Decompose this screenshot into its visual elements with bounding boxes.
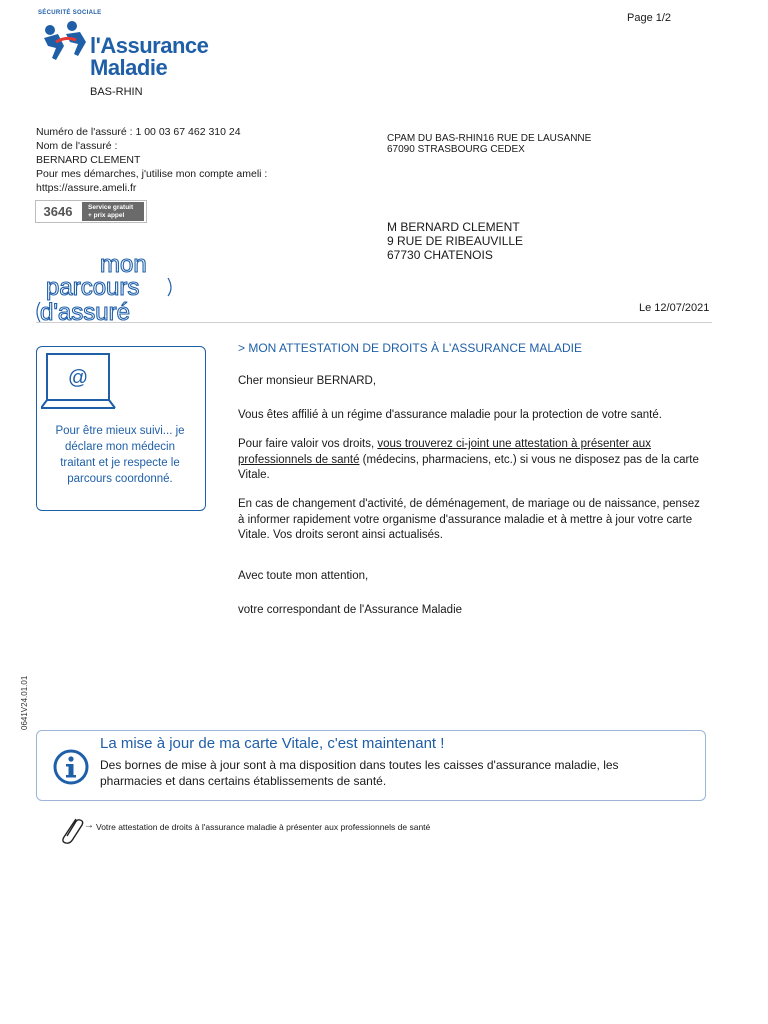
sidebox-text: Pour être mieux suivi... je déclare mon médecin traitant et je respecte le parcours coordonné. bbox=[55, 425, 185, 485]
letter-date: Le 12/07/2021 bbox=[639, 302, 710, 314]
insured-number: Numéro de l'assuré : 1 00 03 67 462 310 24 bbox=[36, 126, 241, 138]
attachment-text: Votre attestation de droits à l'assurance maladie à présenter aux professionnels de santé bbox=[96, 822, 431, 832]
logo-figures-icon bbox=[36, 16, 92, 66]
letter-subject: > MON ATTESTATION DE DROITS À L'ASSURANCE MALADIE bbox=[238, 341, 583, 355]
medecin-traitant-box bbox=[36, 346, 206, 511]
info-icon bbox=[53, 749, 89, 785]
info-title: La mise à jour de ma carte Vitale, c'est maintenant ! bbox=[100, 735, 445, 752]
header-divider bbox=[36, 322, 712, 323]
letter-closing: Avec toute mon attention, bbox=[238, 570, 369, 582]
phone-tag-line2: + prix appel bbox=[88, 212, 125, 219]
recipient-line1: M BERNARD CLEMENT bbox=[387, 220, 520, 234]
sender-line2: 67090 STRASBOURG CEDEX bbox=[387, 144, 525, 155]
p2-underlined: vous trouverez ci-joint une attestation à présenter aux professionnels de santé bbox=[238, 438, 651, 466]
region-label: BAS-RHIN bbox=[90, 86, 143, 98]
insured-name: BERNARD CLEMENT bbox=[36, 154, 141, 166]
page-number: Page 1/2 bbox=[627, 12, 672, 24]
letter-paragraph-3: En cas de changement d'activité, de déménagement, de mariage ou de naissance, pensez à informer rapidement votre organisme d'assurance maladie et à mettre à jour votre carte Vitale. Vos droits seront ainsi actualisés. bbox=[238, 498, 700, 541]
laptop-icon bbox=[41, 352, 121, 416]
letter-greeting: Cher monsieur BERNARD, bbox=[238, 375, 377, 387]
logo-wordmark bbox=[90, 35, 208, 79]
ameli-account-line: Pour mes démarches, j'utilise mon compte ameli : bbox=[36, 168, 268, 180]
letter-paragraph-1: Vous êtes affilié à un régime d'assurance maladie pour la protection de votre santé. bbox=[238, 409, 662, 421]
p2-start: Pour faire valoir vos droits, bbox=[238, 438, 378, 450]
phone-tag bbox=[82, 202, 144, 221]
mon-parcours-brand bbox=[36, 248, 176, 326]
vitale-info-box bbox=[36, 730, 706, 801]
recipient-line2: 9 RUE DE RIBEAUVILLE bbox=[387, 234, 524, 248]
phone-badge bbox=[35, 200, 147, 223]
assurance-maladie-logo bbox=[36, 10, 209, 80]
recipient-line3: 67730 CHATENOIS bbox=[387, 248, 493, 262]
brand-line2: parcours bbox=[46, 274, 140, 301]
letter-paragraph-2 bbox=[238, 437, 708, 484]
ameli-url[interactable]: https://assure.ameli.fr bbox=[36, 182, 137, 194]
at-icon: @ bbox=[67, 367, 89, 389]
logo-secu-text: SÉCURITÉ SOCIALE bbox=[38, 10, 102, 16]
phone-number: 3646 bbox=[43, 204, 73, 219]
paperclip-icon bbox=[58, 815, 84, 845]
p2-end: (médecins, pharmaciens, etc.) si vous ne disposez pas de la carte Vitale. bbox=[238, 453, 699, 481]
letter-signature: votre correspondant de l'Assurance Maladie bbox=[238, 604, 463, 616]
info-body: Des bornes de mise à jour sont à ma disposition dans toutes les caisses d'assurance maladie, les pharmacies et dans certains établissements de santé. bbox=[100, 758, 619, 788]
logo-line1: l'Assurance bbox=[90, 33, 209, 58]
brand-line1: mon bbox=[100, 251, 147, 278]
insured-name-label: Nom de l'assuré : bbox=[36, 140, 118, 152]
insured-info bbox=[36, 125, 267, 195]
attachment-arrow-icon: → bbox=[84, 820, 94, 831]
recipient-address bbox=[387, 220, 523, 262]
sender-line1: CPAM DU BAS-RHIN16 RUE DE LAUSANNE bbox=[387, 133, 592, 144]
logo-line2: Maladie bbox=[90, 55, 168, 80]
sender-address bbox=[387, 133, 591, 155]
document-code: 0641V24.01.01 bbox=[20, 675, 29, 730]
phone-tag-line1: Service gratuit bbox=[88, 204, 134, 211]
brand-line3: d'assuré bbox=[40, 299, 130, 326]
